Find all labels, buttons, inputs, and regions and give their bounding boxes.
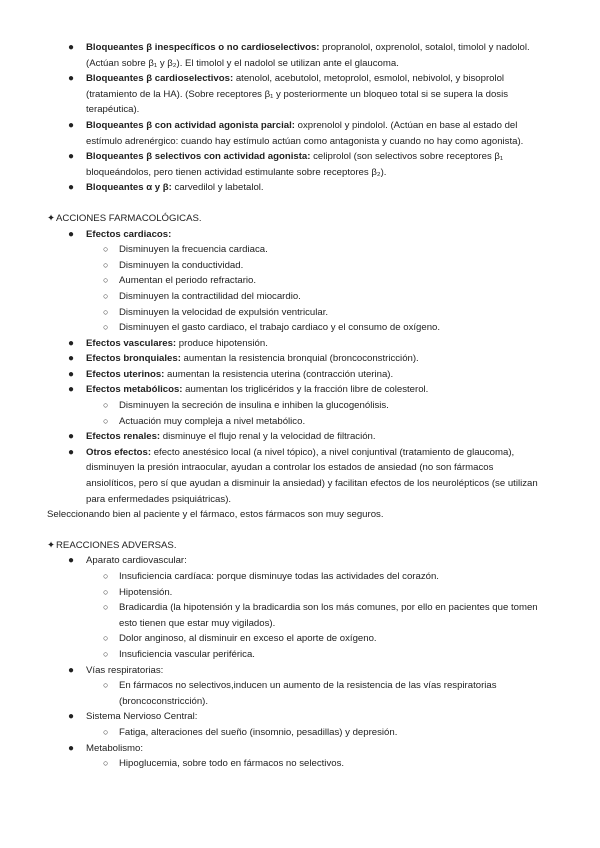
list-item: ● Bloqueantes β con actividad agonista parcial: oxprenolol y pindolol. (Actúan en base al estado del estímulo adrenérgico: cuando hay estímulo actúan como antagonista y cuando no hay como agonista).: [68, 119, 524, 147]
sub-list-item: ○ Dolor anginoso, al disminuir en exceso el aporte de oxígeno.: [0, 631, 600, 647]
list-item: ● Bloqueantes α y β: carvedilol y labetalol.: [0, 180, 600, 196]
bullet-icon: ●: [68, 337, 75, 349]
list-item: ● Bloqueantes β selectivos con actividad agonista: celiprolol (son selectivos sobre receptores β₁ bloqueándolos, pero tienen actividad estimulante sobre receptores β₂).: [68, 151, 504, 178]
hollow-bullet-icon: ○: [103, 244, 109, 255]
hollow-bullet-icon: ○: [103, 758, 109, 769]
hollow-bullet-icon: ○: [103, 586, 109, 597]
sub-list-item: ○ Aumentan el periodo refractario.: [0, 273, 600, 289]
bullet-icon: ●: [68, 151, 75, 163]
hollow-bullet-icon: ○: [103, 275, 109, 286]
bullet-icon: ●: [68, 228, 75, 240]
sub-list-item: ○ Disminuyen el gasto cardiaco, el trabajo cardiaco y el consumo de oxígeno.: [0, 320, 600, 336]
hollow-bullet-icon: ○: [103, 415, 109, 426]
sub-list-item: ○ Insuficiencia vascular periférica.: [0, 647, 600, 663]
bullet-icon: ●: [68, 431, 75, 443]
intro-list: [0, 40, 600, 196]
hollow-bullet-icon: ○: [103, 400, 109, 411]
sub-list-item: ○ Disminuyen la velocidad de expulsión ventricular.: [0, 305, 600, 321]
bullet-icon: ●: [68, 711, 75, 723]
sub-list-item: ○ Fatiga, alteraciones del sueño (insomnio, pesadillas) y depresión.: [0, 725, 600, 741]
hollow-bullet-icon: ○: [103, 648, 109, 659]
sub-list-item: ○ Disminuyen la conductividad.: [0, 258, 600, 274]
reacciones-list: [0, 553, 600, 771]
section-title-reacciones: ✦REACCIONES ADVERSAS.: [0, 538, 600, 554]
star-icon: ✦: [47, 539, 56, 551]
list-item: ● Efectos metabólicos: aumentan los triglicéridos y la fracción libre de colesterol.: [0, 382, 600, 398]
sub-list-item: ○ Disminuyen la contractilidad del miocardio.: [0, 289, 600, 305]
list-item: ● Efectos uterinos: aumentan la resistencia uterina (contracción uterina).: [0, 367, 600, 383]
sub-list-item: ○ Actuación muy compleja a nivel metabólico.: [0, 414, 600, 430]
bullet-icon: ●: [68, 119, 75, 131]
list-item: ● Otros efectos: efecto anestésico local (a nivel tópico), a nivel conjuntival (tratamiento de glaucoma), disminuyen la presión intraocular, ayudan a controlar los estados de ansiedad (no son fármacos ansiolíticos, pero sí que ayudan a disminuir la ansiedad) y facilitan efectos de los neurolépticos (se utilizan para enfermedades psiquiátricas).: [68, 446, 538, 505]
bullet-icon: ●: [68, 42, 75, 53]
sub-list-item: ○ Hipoglucemia, sobre todo en fármacos no selectivos.: [0, 756, 600, 772]
bullet-icon: ●: [68, 664, 75, 676]
list-item: ● Efectos cardiacos:: [0, 227, 600, 243]
bullet-icon: ●: [68, 384, 75, 396]
hollow-bullet-icon: ○: [103, 259, 109, 270]
list-item: ● Sistema Nervioso Central:: [0, 709, 600, 725]
bullet-icon: ●: [68, 353, 75, 365]
note-text: Seleccionando bien al paciente y el fármaco, estos fármacos son muy seguros.: [47, 509, 384, 521]
hollow-bullet-icon: ○: [103, 571, 109, 581]
bullet-icon: ●: [68, 368, 75, 380]
hollow-bullet-icon: ○: [103, 322, 109, 333]
sub-list-item: ○ Disminuyen la secreción de insulina e inhiben la glucogenólisis.: [0, 398, 600, 414]
list-item: ● Metabolismo:: [0, 741, 600, 757]
sub-list-item: ○ Insuficiencia cardíaca: porque disminuye todas las actividades del corazón.: [0, 569, 600, 585]
hollow-bullet-icon: ○: [103, 633, 109, 644]
section-title-acciones: ✦ACCIONES FARMACOLÓGICAS.: [0, 211, 600, 227]
list-item: ● Bloqueantes β cardioselectivos: atenolol, acebutolol, metoprolol, esmolol, nebivolol, y bisoprolol (tratamiento de la HA). (Sobre receptores β₁ y posteriormente un bloqueo total si se supera la dosis terapéutica).: [68, 73, 509, 116]
hollow-bullet-icon: ○: [103, 306, 109, 317]
list-item: ● Aparato cardiovascular:: [0, 553, 600, 569]
bullet-icon: ●: [68, 73, 75, 85]
list-item: ● Bloqueantes β inespecíficos o no cardioselectivos: propranolol, oxprenolol, sotalol, timolol y nadolol. (Actúan sobre β₁ y β₂). El timolol y el nadolol se utilizan ante el glaucoma.: [68, 42, 530, 69]
list-item: ● Vías respiratorias:: [0, 663, 600, 679]
sub-list-item: ○ Hipotensión.: [0, 585, 600, 601]
hollow-bullet-icon: ○: [103, 602, 109, 613]
bullet-icon: ●: [68, 446, 75, 458]
sub-list-item: ○ Bradicardia (la hipotensión y la bradicardia son los más comunes, por ello en pacientes que tomen esto tienen que estar muy vigilados).: [103, 602, 538, 629]
list-item: ● Efectos bronquiales: aumentan la resistencia bronquial (broncoconstricción).: [0, 351, 600, 367]
hollow-bullet-icon: ○: [103, 680, 109, 691]
bullet-icon: ●: [68, 182, 75, 194]
bullet-icon: ●: [68, 555, 75, 567]
bullet-icon: ●: [68, 742, 75, 754]
sub-list-item: ○ En fármacos no selectivos,inducen un aumento de la resistencia de las vías respiratorias (broncoconstricción).: [103, 680, 497, 707]
sub-list-item: ○ Disminuyen la frecuencia cardiaca.: [0, 242, 600, 258]
hollow-bullet-icon: ○: [103, 290, 109, 301]
star-icon: ✦: [47, 212, 56, 224]
list-item: ● Efectos vasculares: produce hipotensión.: [0, 336, 600, 352]
hollow-bullet-icon: ○: [103, 726, 109, 737]
acciones-list: [0, 227, 600, 508]
list-item: ● Efectos renales: disminuye el flujo renal y la velocidad de filtración.: [0, 429, 600, 445]
